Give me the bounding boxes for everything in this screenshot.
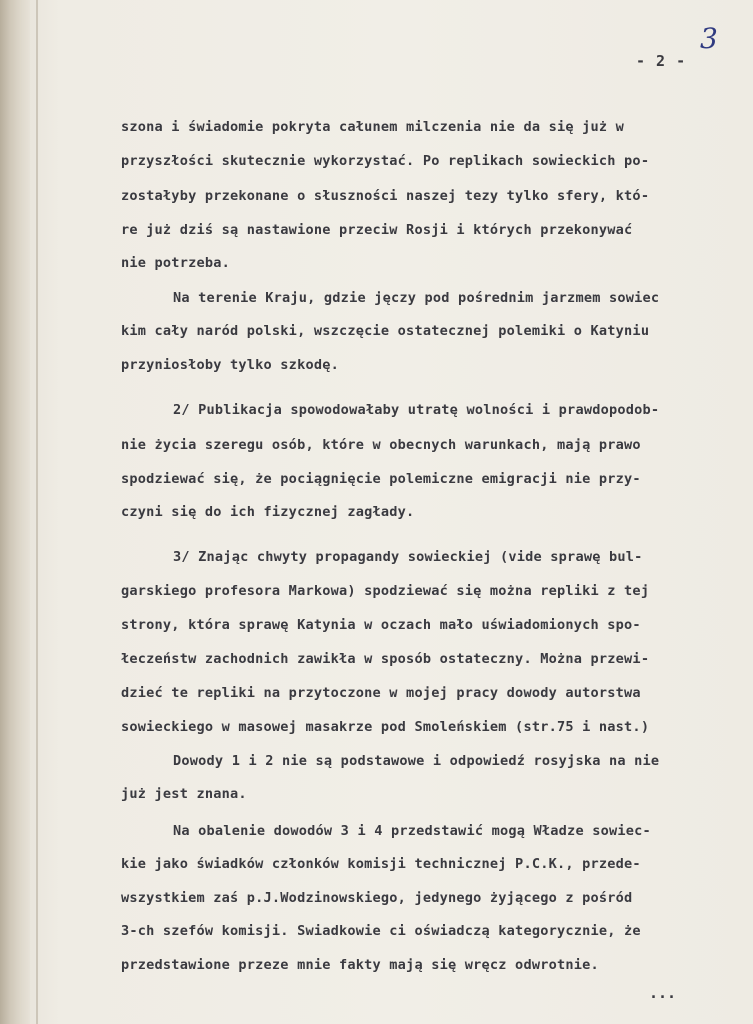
text-line-16: łeczeństw zachodnich zawikła w sposób ostateczny. Można przewi- — [121, 651, 650, 667]
text-line-24: 3-ch szefów komisji. Swiadkowie ci oświadczą kategorycznie, że — [121, 923, 641, 939]
text-line-7: kim cały naród polski, wszczęcie ostatecznej polemiki o Katyniu — [121, 323, 650, 339]
handwritten-page-number: 3 — [700, 22, 718, 55]
text-line-22: kie jako świadków członków komisji technicznej P.C.K., przede- — [121, 856, 641, 872]
text-line-3: zostałyby przekonane o słuszności naszej tezy tylko sfery, któ- — [121, 188, 650, 204]
text-line-2: przyszłości skutecznie wykorzystać. Po replikach sowieckich po- — [121, 153, 650, 169]
binding-line — [36, 0, 38, 1024]
text-line-19: Dowody 1 i 2 nie są podstawowe i odpowiedź rosyjska na nie — [173, 753, 660, 769]
text-line-17: dzieć te repliki na przytoczone w mojej pracy dowody autorstwa — [121, 685, 641, 701]
text-line-18: sowieckiego w masowej masakrze pod Smoleńskiem (str.75 i nast.) — [121, 719, 650, 735]
text-line-10: nie życia szeregu osób, które w obecnych warunkach, mają prawo — [121, 437, 641, 453]
text-line-4: re już dziś są nastawione przeciw Rosji i których przekonywać — [121, 222, 633, 238]
text-line-5: nie potrzeba. — [121, 255, 230, 271]
text-line-6: Na terenie Kraju, gdzie jęczy pod pośrednim jarzmem sowiec — [173, 290, 660, 306]
page-number: - 2 - — [636, 52, 687, 70]
continuation-mark: ... — [649, 984, 677, 1002]
text-line-23: wszystkiem zaś p.J.Wodzinowskiego, jedynego żyjącego z pośród — [121, 890, 633, 906]
text-line-25: przedstawione przeze mnie fakty mają się wręcz odwrotnie. — [121, 957, 599, 973]
page-binding-edge — [0, 0, 30, 1024]
text-line-13: 3/ Znając chwyty propagandy sowieckiej (vide sprawę bul- — [173, 549, 643, 565]
text-line-15: strony, która sprawę Katynia w oczach mało uświadomionych spo- — [121, 617, 641, 633]
text-line-20: już jest znana. — [121, 786, 247, 802]
text-line-12: czyni się do ich fizycznej zagłady. — [121, 504, 415, 520]
text-line-8: przyniosłoby tylko szkodę. — [121, 357, 339, 373]
text-line-1: szona i świadomie pokryta całunem milczenia nie da się już w — [121, 119, 625, 135]
text-line-9: 2/ Publikacja spowodowałaby utratę wolności i prawdopodob- — [173, 402, 660, 418]
text-line-11: spodziewać się, że pociągnięcie polemiczne emigracji nie przy- — [121, 471, 641, 487]
text-line-14: garskiego profesora Markowa) spodziewać się można repliki z tej — [121, 583, 650, 599]
text-line-21: Na obalenie dowodów 3 i 4 przedstawić mogą Władze sowiec- — [173, 823, 651, 839]
